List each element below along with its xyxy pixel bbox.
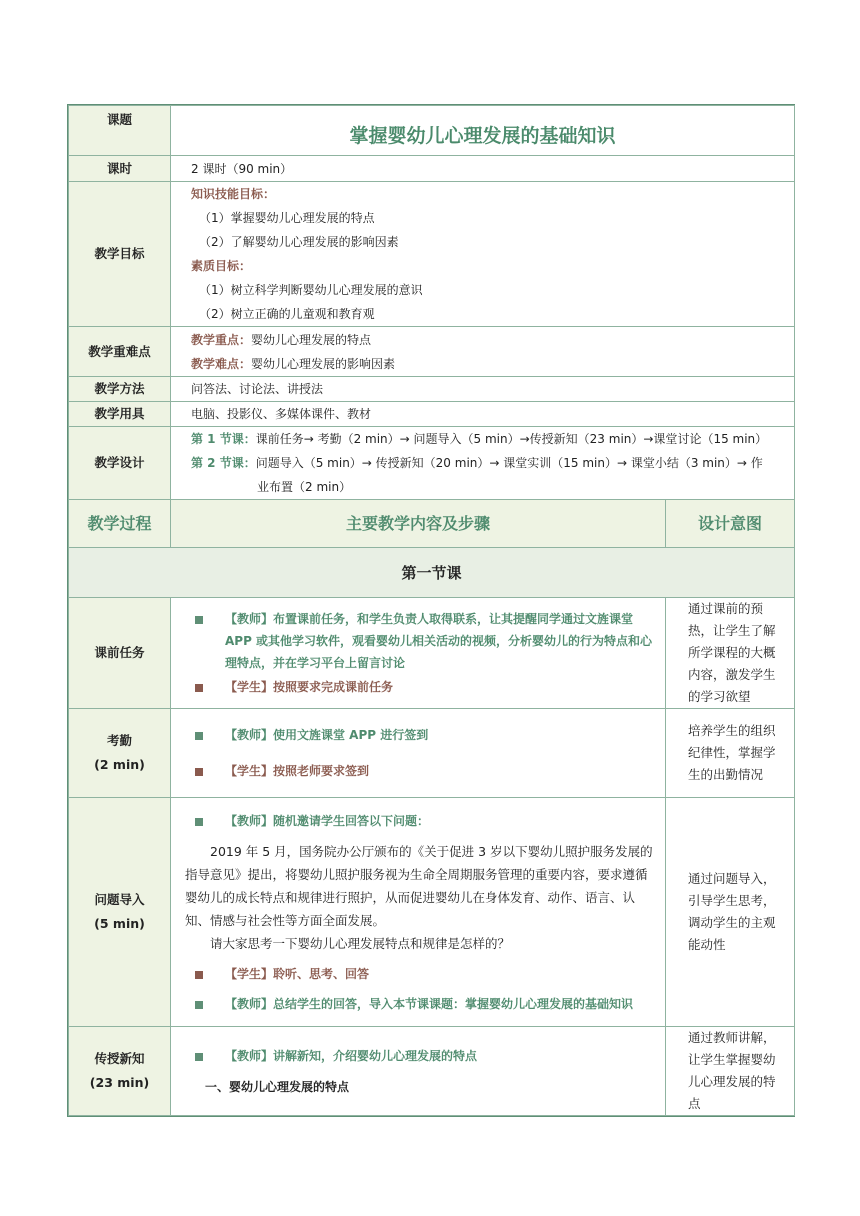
lesson2-continued: 业布置（2 min）: [257, 480, 352, 494]
intro-title: 问题导入: [94, 892, 145, 907]
list-item: 【教师】总结学生的回答，导入本节课课题：掌握婴幼儿心理发展的基础知识: [191, 993, 659, 1015]
list-item: 【教师】随机邀请学生回答以下问题：: [191, 810, 659, 832]
focus-value: 婴幼儿心理发展的特点: [251, 332, 372, 347]
topic-label: 课题: [69, 106, 171, 156]
lesson2-value: 问题导入（5 min）→ 传授新知（20 min）→ 课堂实训（15 min）→ 课堂小结（3 min）→ 作: [255, 456, 763, 470]
intro-content: [171, 798, 666, 1027]
lesson-plan-table: [67, 104, 795, 1117]
teach-time: (23 min): [89, 1075, 150, 1090]
attendance-time: (2 min): [94, 757, 145, 772]
square-bullet-icon: [195, 971, 203, 979]
method-label: 教学方法: [69, 377, 171, 402]
lesson1-label: 第 1 节课：: [191, 432, 256, 446]
square-bullet-icon: [195, 768, 203, 776]
quality-item: （1）树立科学判断婴幼儿心理发展的意识: [199, 283, 423, 297]
design-label: 教学设计: [69, 427, 171, 500]
teach-label: [69, 1027, 171, 1116]
hours-value: 2 课时（90 min）: [171, 156, 795, 182]
list-item: 【学生】聆听、思考、回答: [191, 963, 659, 985]
teach-intent: 通过教师讲解，让学生掌握婴幼儿心理发展的特点: [666, 1027, 795, 1116]
difficulty-value: 婴幼儿心理发展的影响因素: [251, 356, 396, 371]
content-header: 主要教学内容及步骤: [171, 500, 666, 548]
attendance-title: 考勤: [106, 733, 132, 748]
square-bullet-icon: [195, 818, 203, 826]
intro-label: [69, 798, 171, 1027]
process-header: 教学过程: [69, 500, 171, 548]
method-value: 问答法、讨论法、讲授法: [171, 377, 795, 402]
hours-label: 课时: [69, 156, 171, 182]
square-bullet-icon: [195, 732, 203, 740]
tools-value: 电脑、投影仪、多媒体课件、教材: [171, 402, 795, 427]
quality-item: （2）树立正确的儿童观和教育观: [199, 307, 375, 321]
lesson1-value: 课前任务→ 考勤（2 min）→ 问题导入（5 min）→传授新知（23 min）→课堂讨论（15 min）: [255, 432, 768, 446]
square-bullet-icon: [195, 1001, 203, 1009]
pre-task-content: [171, 598, 666, 709]
quality-title: 素质目标：: [191, 259, 252, 273]
attendance-content: [171, 709, 666, 798]
objectives-content: [171, 182, 795, 327]
difficulty-label: 教学难点：: [191, 356, 252, 371]
attendance-label: [69, 709, 171, 798]
teach-title: 传授新知: [94, 1051, 145, 1066]
intro-time: (5 min): [94, 916, 145, 931]
intro-intent: 通过问题导入，引导学生思考，调动学生的主观能动性: [666, 798, 795, 1027]
intent-header: 设计意图: [666, 500, 795, 548]
square-bullet-icon: [195, 684, 203, 692]
pre-task-intent: 通过课前的预热，让学生了解所学课程的大概内容，激发学生的学习欲望: [666, 598, 795, 709]
list-item: 【教师】使用文旌课堂 APP 进行签到: [191, 724, 659, 746]
keypoints-label: 教学重难点: [69, 327, 171, 377]
section-heading: 一、婴幼儿心理发展的特点: [205, 1080, 350, 1094]
intro-question: 请大家思考一下婴幼儿心理发展特点和规律是怎样的？: [210, 935, 511, 951]
teach-content: [171, 1027, 666, 1116]
attendance-intent: 培养学生的组织纪律性，掌握学生的出勤情况: [666, 709, 795, 798]
list-item: 【教师】讲解新知，介绍婴幼儿心理发展的特点: [191, 1045, 659, 1067]
objectives-label: 教学目标: [69, 182, 171, 327]
list-item: 【教师】布置课前任务，和学生负责人取得联系，让其提醒同学通过文旌课堂 APP 或其他学习软件，观看婴幼儿相关活动的视频，分析婴幼儿的行为特点和心理特点，并在学习平台上留言讨论: [191, 608, 659, 674]
intro-paragraph: 2019 年 5 月，国务院办公厅颁布的《关于促进 3 岁以下婴幼儿照护服务发展的指导意见》提出，将婴幼儿照护服务视为生命全周期服务管理的重要内容，要求遵循婴幼儿的成长特点和规律进行照护，从而促进婴幼儿在身体发育、动作、语言、认知、情感与社会性等方面全面发展。: [185, 843, 653, 928]
keypoints-content: [171, 327, 795, 377]
design-content: [171, 427, 795, 500]
focus-label: 教学重点：: [191, 332, 252, 347]
tools-label: 教学用具: [69, 402, 171, 427]
pre-task-label: 课前任务: [69, 598, 171, 709]
section-title: 第一节课: [69, 548, 795, 598]
square-bullet-icon: [195, 1053, 203, 1061]
knowledge-item: （1）掌握婴幼儿心理发展的特点: [199, 211, 375, 225]
list-item: 【学生】按照老师要求签到: [191, 760, 659, 782]
page-title: 掌握婴幼儿心理发展的基础知识: [171, 106, 795, 156]
list-item: 【学生】按照要求完成课前任务: [191, 676, 659, 698]
knowledge-title: 知识技能目标：: [191, 187, 276, 201]
lesson2-label: 第 2 节课：: [191, 456, 256, 470]
knowledge-item: （2）了解婴幼儿心理发展的影响因素: [199, 235, 399, 249]
square-bullet-icon: [195, 616, 203, 624]
